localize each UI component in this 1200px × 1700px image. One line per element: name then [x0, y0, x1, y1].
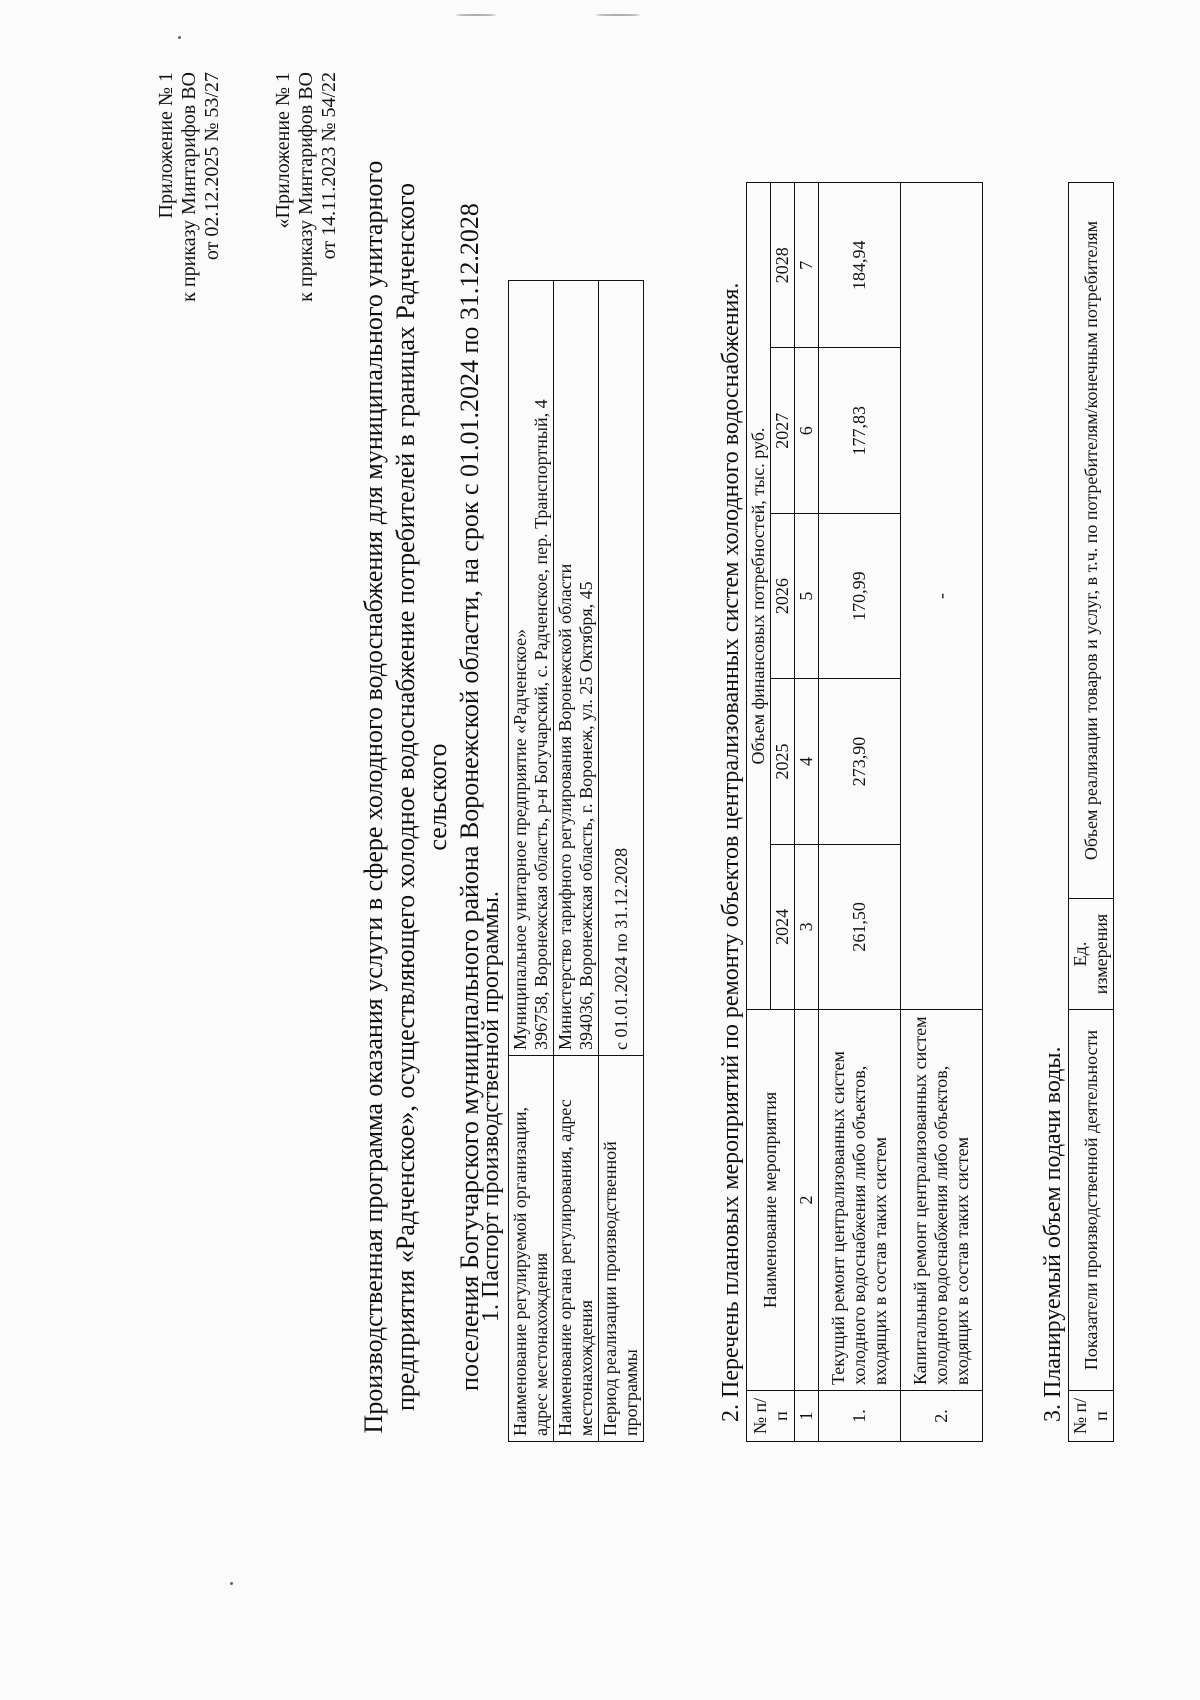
index-cell: 3	[795, 844, 819, 1009]
event-name: Текущий ремонт централизованных систем холодного водоснабжения либо объектов, входящих в состав таких систем	[819, 1010, 901, 1391]
passport-value-line: 396758, Воронежская область, р-н Богучарский, с. Радченское, пер. Транспортный, 4	[531, 399, 551, 1050]
sheet-content	[0, 72, 1200, 1582]
table-row	[819, 183, 901, 1442]
program-title-line1: Производственная программа оказания услуги в сфере холодного водоснабжения для муниципального унитарного	[359, 160, 388, 1434]
appendix-previous-line3: от 14.11.2023 № 54/22	[318, 72, 340, 260]
index-cell: 7	[795, 183, 819, 349]
finance-value-dash: -	[901, 183, 983, 1010]
finance-value: 273,90	[819, 679, 901, 844]
appendix-current	[155, 72, 224, 302]
index-cell: 5	[795, 513, 819, 678]
passport-heading: 1. Паспорт производственной программы.	[478, 891, 504, 1322]
table-row	[599, 281, 644, 1442]
volume-heading: 3. Планируемый объем подачи воды.	[1040, 1046, 1066, 1422]
row-num: 1.	[819, 1391, 901, 1442]
passport-value-line: 394036, Воронежская область, г. Воронеж, ул. 25 Октября, 45	[576, 581, 596, 1050]
finance-value: 184,94	[819, 183, 901, 349]
passport-value-line: Муниципальное унитарное предприятие «Радченское»	[510, 628, 530, 1050]
passport-value-line: Министерство тарифного регулирования Воронежской области	[555, 563, 575, 1050]
table-row	[509, 281, 554, 1442]
index-cell: 4	[795, 679, 819, 844]
row-num: 2.	[901, 1391, 983, 1442]
appendix-previous-line2: к приказу Минтарифов ВО	[295, 72, 317, 302]
col-header-unit: Ед. измерения	[1069, 899, 1114, 1010]
events-heading: 2. Перечень плановых мероприятий по ремонту объектов централизованных систем холодного водоснабжения.	[718, 282, 744, 1422]
table-header-row	[1069, 183, 1114, 1442]
program-title-line3: поселения Богучарского муниципального района Воронежской области, на срок с 01.01.2024 по 31.12.2028	[455, 203, 484, 1391]
passport-label: Наименование органа регулирования, адрес местонахождения	[554, 1056, 599, 1442]
col-header-num: № п/п	[1069, 1391, 1114, 1442]
appendix-previous	[272, 72, 341, 302]
year-header: 2027	[771, 348, 795, 513]
event-name: Капитальный ремонт централизованных систем холодного водоснабжения либо объектов, входящих в состав таких систем	[901, 1010, 983, 1391]
year-header: 2025	[771, 679, 795, 844]
passport-value	[554, 281, 599, 1056]
col-header-indicator: Показатели производственной деятельности	[1069, 1010, 1114, 1391]
passport-table	[508, 280, 644, 1442]
year-header: 2026	[771, 513, 795, 678]
col-header-name: Наименование мероприятия	[747, 1010, 795, 1391]
passport-value-line: с 01.01.2024 по 31.12.2028	[610, 847, 631, 1050]
passport-label: Период реализации производственной программы	[599, 1056, 644, 1442]
appendix-current-line3: от 02.12.2025 № 53/27	[201, 72, 223, 261]
passport-value	[599, 281, 644, 1056]
appendix-previous-line1: «Приложение № 1	[272, 72, 294, 229]
table-row	[554, 281, 599, 1442]
col-header-num: № п/п	[747, 1391, 795, 1442]
table-header-row	[747, 183, 771, 1442]
program-title	[358, 147, 486, 1447]
program-title-line2: предприятия «Радченское», осуществляющего холодное водоснабжение потребителей в границах Радченского сельского	[391, 182, 452, 1412]
events-table	[746, 182, 983, 1442]
index-cell: 6	[795, 348, 819, 513]
volume-table	[1068, 182, 1114, 1442]
col-header-finance: Объем финансовых потребностей, тыс. руб.	[747, 183, 771, 1010]
year-header: 2028	[771, 183, 795, 349]
finance-value: 170,99	[819, 513, 901, 678]
finance-value: 261,50	[819, 844, 901, 1009]
year-header: 2024	[771, 844, 795, 1009]
table-row	[901, 183, 983, 1442]
passport-label: Наименование регулируемой организации, адрес местонахождения	[509, 1056, 554, 1442]
index-cell: 1	[795, 1391, 819, 1442]
col-header-volume: Объем реализации товаров и услуг, в т.ч. по потребителям/конечным потребителям	[1069, 183, 1114, 899]
appendix-current-line1: Приложение № 1	[155, 72, 177, 219]
index-cell: 2	[795, 1010, 819, 1391]
appendix-current-line2: к приказу Минтарифов ВО	[178, 72, 200, 302]
passport-value	[509, 281, 554, 1056]
table-index-row	[795, 183, 819, 1442]
finance-value: 177,83	[819, 348, 901, 513]
